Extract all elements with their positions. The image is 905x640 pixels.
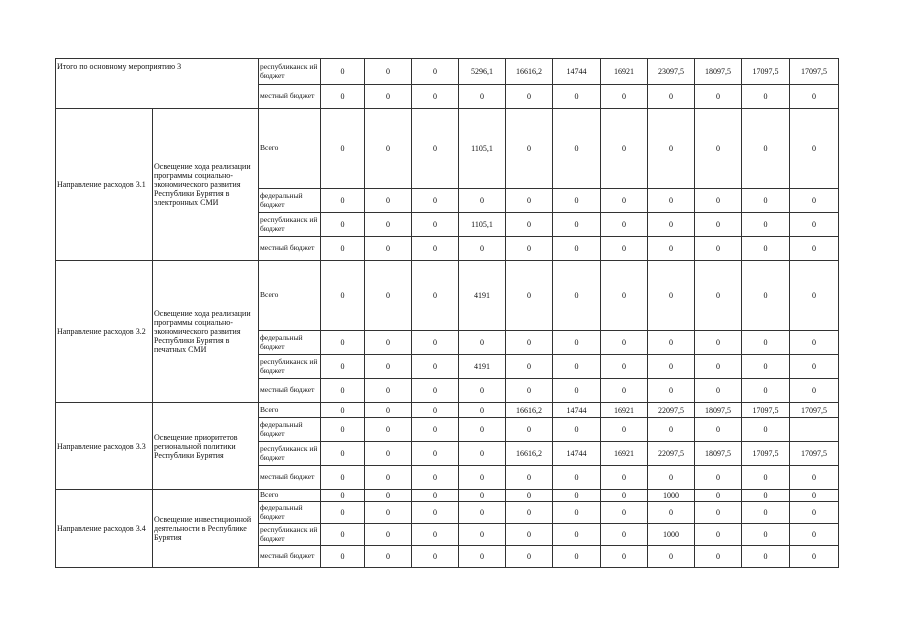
funding-source-cell: федеральный бюджет xyxy=(259,502,321,524)
value-cell: 0 xyxy=(553,355,601,379)
value-cell: 0 xyxy=(695,213,742,237)
value-cell: 0 xyxy=(321,331,365,355)
value-cell: 14744 xyxy=(553,442,601,466)
value-cell: 0 xyxy=(506,490,553,502)
value-cell: 0 xyxy=(695,379,742,403)
value-cell: 1105,1 xyxy=(459,213,506,237)
value-cell: 0 xyxy=(742,213,790,237)
value-cell: 0 xyxy=(553,85,601,109)
value-cell: 16616,2 xyxy=(506,442,553,466)
value-cell: 0 xyxy=(412,109,459,189)
funding-source-cell: Всего xyxy=(259,490,321,502)
value-cell: 0 xyxy=(321,189,365,213)
value-cell: 16921 xyxy=(601,403,648,418)
value-cell: 17097,5 xyxy=(790,59,839,85)
description-cell: Освещение инвестиционной деятельности в Республике Бурятия xyxy=(153,490,259,568)
value-cell: 0 xyxy=(742,502,790,524)
value-cell: 0 xyxy=(790,524,839,546)
value-cell: 1105,1 xyxy=(459,109,506,189)
value-cell: 0 xyxy=(506,524,553,546)
value-cell: 16616,2 xyxy=(506,59,553,85)
value-cell: 0 xyxy=(412,490,459,502)
value-cell: 18097,5 xyxy=(695,403,742,418)
value-cell: 0 xyxy=(790,189,839,213)
value-cell: 0 xyxy=(412,213,459,237)
direction-cell: Направление расходов 3.4 xyxy=(56,490,153,568)
value-cell: 0 xyxy=(790,213,839,237)
value-cell: 0 xyxy=(790,502,839,524)
value-cell: 0 xyxy=(459,403,506,418)
value-cell: 0 xyxy=(742,85,790,109)
table-row xyxy=(56,490,839,502)
value-cell: 0 xyxy=(321,546,365,568)
value-cell: 0 xyxy=(506,355,553,379)
value-cell: 0 xyxy=(742,109,790,189)
value-cell: 0 xyxy=(553,213,601,237)
value-cell: 0 xyxy=(506,237,553,261)
value-cell: 17097,5 xyxy=(742,403,790,418)
value-cell: 0 xyxy=(321,442,365,466)
value-cell: 0 xyxy=(601,261,648,331)
value-cell: 5296,1 xyxy=(459,59,506,85)
value-cell: 0 xyxy=(553,466,601,490)
value-cell: 0 xyxy=(412,189,459,213)
value-cell: 0 xyxy=(412,403,459,418)
value-cell: 18097,5 xyxy=(695,442,742,466)
value-cell: 0 xyxy=(412,379,459,403)
value-cell: 0 xyxy=(459,418,506,442)
value-cell: 0 xyxy=(365,331,412,355)
value-cell: 0 xyxy=(695,466,742,490)
value-cell: 0 xyxy=(412,85,459,109)
value-cell: 0 xyxy=(742,379,790,403)
value-cell: 0 xyxy=(506,502,553,524)
value-cell: 0 xyxy=(695,490,742,502)
value-cell: 0 xyxy=(695,237,742,261)
value-cell: 0 xyxy=(553,261,601,331)
value-cell: 0 xyxy=(506,213,553,237)
value-cell: 4191 xyxy=(459,355,506,379)
value-cell: 0 xyxy=(365,189,412,213)
funding-source-cell: республиканск ий бюджет xyxy=(259,355,321,379)
table-row xyxy=(56,261,839,331)
value-cell: 0 xyxy=(601,418,648,442)
value-cell: 1000 xyxy=(648,524,695,546)
value-cell: 0 xyxy=(601,502,648,524)
value-cell: 0 xyxy=(321,355,365,379)
value-cell: 0 xyxy=(601,331,648,355)
value-cell: 16921 xyxy=(601,59,648,85)
value-cell: 0 xyxy=(365,379,412,403)
table-row xyxy=(56,403,839,418)
value-cell: 0 xyxy=(648,237,695,261)
value-cell: 0 xyxy=(321,237,365,261)
value-cell: 0 xyxy=(648,379,695,403)
value-cell: 0 xyxy=(742,524,790,546)
value-cell: 0 xyxy=(742,189,790,213)
value-cell: 0 xyxy=(506,261,553,331)
value-cell: 17097,5 xyxy=(790,403,839,418)
description-cell: Освещение хода реализации программы социально-экономического развития Республики Бурятия в печатных СМИ xyxy=(153,261,259,403)
direction-cell: Направление расходов 3.3 xyxy=(56,403,153,490)
value-cell: 0 xyxy=(321,524,365,546)
value-cell: 0 xyxy=(365,213,412,237)
value-cell: 22097,5 xyxy=(648,403,695,418)
value-cell: 0 xyxy=(459,502,506,524)
value-cell: 0 xyxy=(365,442,412,466)
value-cell: 0 xyxy=(553,546,601,568)
value-cell: 0 xyxy=(506,379,553,403)
value-cell: 0 xyxy=(601,466,648,490)
value-cell: 0 xyxy=(321,403,365,418)
value-cell: 0 xyxy=(648,261,695,331)
value-cell: 0 xyxy=(553,109,601,189)
value-cell: 0 xyxy=(412,237,459,261)
value-cell: 0 xyxy=(553,379,601,403)
value-cell: 0 xyxy=(506,418,553,442)
value-cell: 0 xyxy=(648,85,695,109)
value-cell: 16616,2 xyxy=(506,403,553,418)
value-cell: 0 xyxy=(648,466,695,490)
value-cell: 0 xyxy=(506,466,553,490)
value-cell: 17097,5 xyxy=(742,442,790,466)
value-cell: 0 xyxy=(695,109,742,189)
value-cell: 0 xyxy=(459,466,506,490)
value-cell: 17097,5 xyxy=(790,442,839,466)
value-cell: 22097,5 xyxy=(648,442,695,466)
value-cell: 0 xyxy=(601,237,648,261)
value-cell xyxy=(790,418,839,442)
value-cell: 0 xyxy=(648,331,695,355)
value-cell: 0 xyxy=(365,109,412,189)
value-cell: 0 xyxy=(412,466,459,490)
value-cell: 0 xyxy=(695,331,742,355)
value-cell: 0 xyxy=(321,379,365,403)
budget-table xyxy=(55,58,839,568)
value-cell: 0 xyxy=(648,109,695,189)
value-cell: 0 xyxy=(648,418,695,442)
value-cell: 0 xyxy=(553,524,601,546)
value-cell: 0 xyxy=(695,502,742,524)
value-cell: 0 xyxy=(412,59,459,85)
value-cell: 0 xyxy=(742,331,790,355)
value-cell: 0 xyxy=(459,85,506,109)
value-cell: 0 xyxy=(742,261,790,331)
value-cell: 0 xyxy=(742,237,790,261)
value-cell: 0 xyxy=(412,502,459,524)
value-cell: 0 xyxy=(790,85,839,109)
value-cell: 0 xyxy=(790,261,839,331)
value-cell: 0 xyxy=(790,109,839,189)
value-cell: 0 xyxy=(790,331,839,355)
value-cell: 0 xyxy=(459,442,506,466)
value-cell: 0 xyxy=(365,403,412,418)
value-cell: 0 xyxy=(321,490,365,502)
value-cell: 0 xyxy=(601,524,648,546)
value-cell: 0 xyxy=(601,85,648,109)
value-cell: 0 xyxy=(601,355,648,379)
description-cell: Освещение хода реализации программы социально-экономического развития Республики Бурятия в электронных СМИ xyxy=(153,109,259,261)
value-cell: 0 xyxy=(321,418,365,442)
value-cell: 0 xyxy=(790,490,839,502)
value-cell: 0 xyxy=(412,524,459,546)
value-cell: 0 xyxy=(365,418,412,442)
value-cell: 0 xyxy=(648,502,695,524)
funding-source-cell: местный бюджет xyxy=(259,85,321,109)
direction-cell: Направление расходов 3.1 xyxy=(56,109,153,261)
value-cell: 0 xyxy=(459,379,506,403)
funding-source-cell: республиканск ий бюджет xyxy=(259,213,321,237)
direction-cell: Направление расходов 3.2 xyxy=(56,261,153,403)
value-cell: 0 xyxy=(321,59,365,85)
funding-source-cell: федеральный бюджет xyxy=(259,418,321,442)
value-cell: 0 xyxy=(601,189,648,213)
value-cell: 16921 xyxy=(601,442,648,466)
value-cell: 0 xyxy=(459,546,506,568)
value-cell: 0 xyxy=(790,355,839,379)
value-cell: 0 xyxy=(506,331,553,355)
value-cell: 0 xyxy=(601,490,648,502)
value-cell: 0 xyxy=(553,331,601,355)
value-cell: 23097,5 xyxy=(648,59,695,85)
value-cell: 0 xyxy=(648,189,695,213)
value-cell: 0 xyxy=(365,59,412,85)
value-cell: 0 xyxy=(365,261,412,331)
value-cell: 0 xyxy=(601,546,648,568)
value-cell: 0 xyxy=(321,261,365,331)
funding-source-cell: Всего xyxy=(259,261,321,331)
value-cell: 0 xyxy=(459,189,506,213)
value-cell: 0 xyxy=(742,490,790,502)
value-cell: 14744 xyxy=(553,403,601,418)
value-cell: 0 xyxy=(695,85,742,109)
value-cell: 0 xyxy=(553,237,601,261)
value-cell: 0 xyxy=(459,331,506,355)
value-cell: 0 xyxy=(459,524,506,546)
value-cell: 0 xyxy=(695,261,742,331)
value-cell: 0 xyxy=(553,189,601,213)
funding-source-cell: федеральный бюджет xyxy=(259,189,321,213)
value-cell: 0 xyxy=(321,466,365,490)
table-row xyxy=(56,109,839,189)
value-cell: 0 xyxy=(695,355,742,379)
value-cell: 0 xyxy=(695,189,742,213)
value-cell: 0 xyxy=(412,261,459,331)
total-label-cell: Итого по основному мероприятию 3 xyxy=(56,59,259,109)
value-cell: 0 xyxy=(321,213,365,237)
funding-source-cell: местный бюджет xyxy=(259,237,321,261)
funding-source-cell: Всего xyxy=(259,403,321,418)
value-cell: 0 xyxy=(553,502,601,524)
value-cell: 0 xyxy=(412,442,459,466)
description-cell: Освещение приоритетов региональной политики Республики Бурятия xyxy=(153,403,259,490)
value-cell: 0 xyxy=(553,418,601,442)
value-cell: 0 xyxy=(412,331,459,355)
value-cell: 0 xyxy=(742,546,790,568)
value-cell: 0 xyxy=(506,546,553,568)
funding-source-cell: Всего xyxy=(259,109,321,189)
value-cell: 4191 xyxy=(459,261,506,331)
value-cell: 0 xyxy=(459,237,506,261)
value-cell: 0 xyxy=(790,546,839,568)
funding-source-cell: федеральный бюджет xyxy=(259,331,321,355)
value-cell: 0 xyxy=(506,85,553,109)
value-cell: 0 xyxy=(365,524,412,546)
value-cell: 0 xyxy=(601,213,648,237)
value-cell: 0 xyxy=(601,109,648,189)
funding-source-cell: местный бюджет xyxy=(259,546,321,568)
value-cell: 0 xyxy=(742,418,790,442)
value-cell: 18097,5 xyxy=(695,59,742,85)
funding-source-cell: республиканск ий бюджет xyxy=(259,59,321,85)
value-cell: 0 xyxy=(321,502,365,524)
value-cell: 0 xyxy=(506,109,553,189)
value-cell: 0 xyxy=(412,546,459,568)
value-cell: 0 xyxy=(648,546,695,568)
funding-source-cell: республиканск ий бюджет xyxy=(259,524,321,546)
value-cell: 0 xyxy=(648,355,695,379)
value-cell: 0 xyxy=(365,355,412,379)
value-cell: 0 xyxy=(695,546,742,568)
value-cell: 0 xyxy=(742,355,790,379)
value-cell: 0 xyxy=(459,490,506,502)
funding-source-cell: республиканск ий бюджет xyxy=(259,442,321,466)
value-cell: 0 xyxy=(601,379,648,403)
value-cell: 0 xyxy=(412,355,459,379)
value-cell: 0 xyxy=(365,490,412,502)
value-cell: 0 xyxy=(321,85,365,109)
funding-source-cell: местный бюджет xyxy=(259,466,321,490)
value-cell: 0 xyxy=(648,213,695,237)
value-cell: 0 xyxy=(790,237,839,261)
value-cell: 0 xyxy=(321,109,365,189)
value-cell: 0 xyxy=(365,502,412,524)
value-cell: 14744 xyxy=(553,59,601,85)
value-cell: 0 xyxy=(365,466,412,490)
value-cell: 1000 xyxy=(648,490,695,502)
value-cell: 0 xyxy=(695,524,742,546)
value-cell: 0 xyxy=(412,418,459,442)
value-cell: 0 xyxy=(365,85,412,109)
value-cell: 0 xyxy=(790,466,839,490)
value-cell: 0 xyxy=(506,189,553,213)
value-cell: 17097,5 xyxy=(742,59,790,85)
value-cell: 0 xyxy=(553,490,601,502)
value-cell: 0 xyxy=(790,379,839,403)
table-row xyxy=(56,59,839,85)
value-cell: 0 xyxy=(695,418,742,442)
value-cell: 0 xyxy=(742,466,790,490)
value-cell: 0 xyxy=(365,546,412,568)
value-cell: 0 xyxy=(365,237,412,261)
funding-source-cell: местный бюджет xyxy=(259,379,321,403)
